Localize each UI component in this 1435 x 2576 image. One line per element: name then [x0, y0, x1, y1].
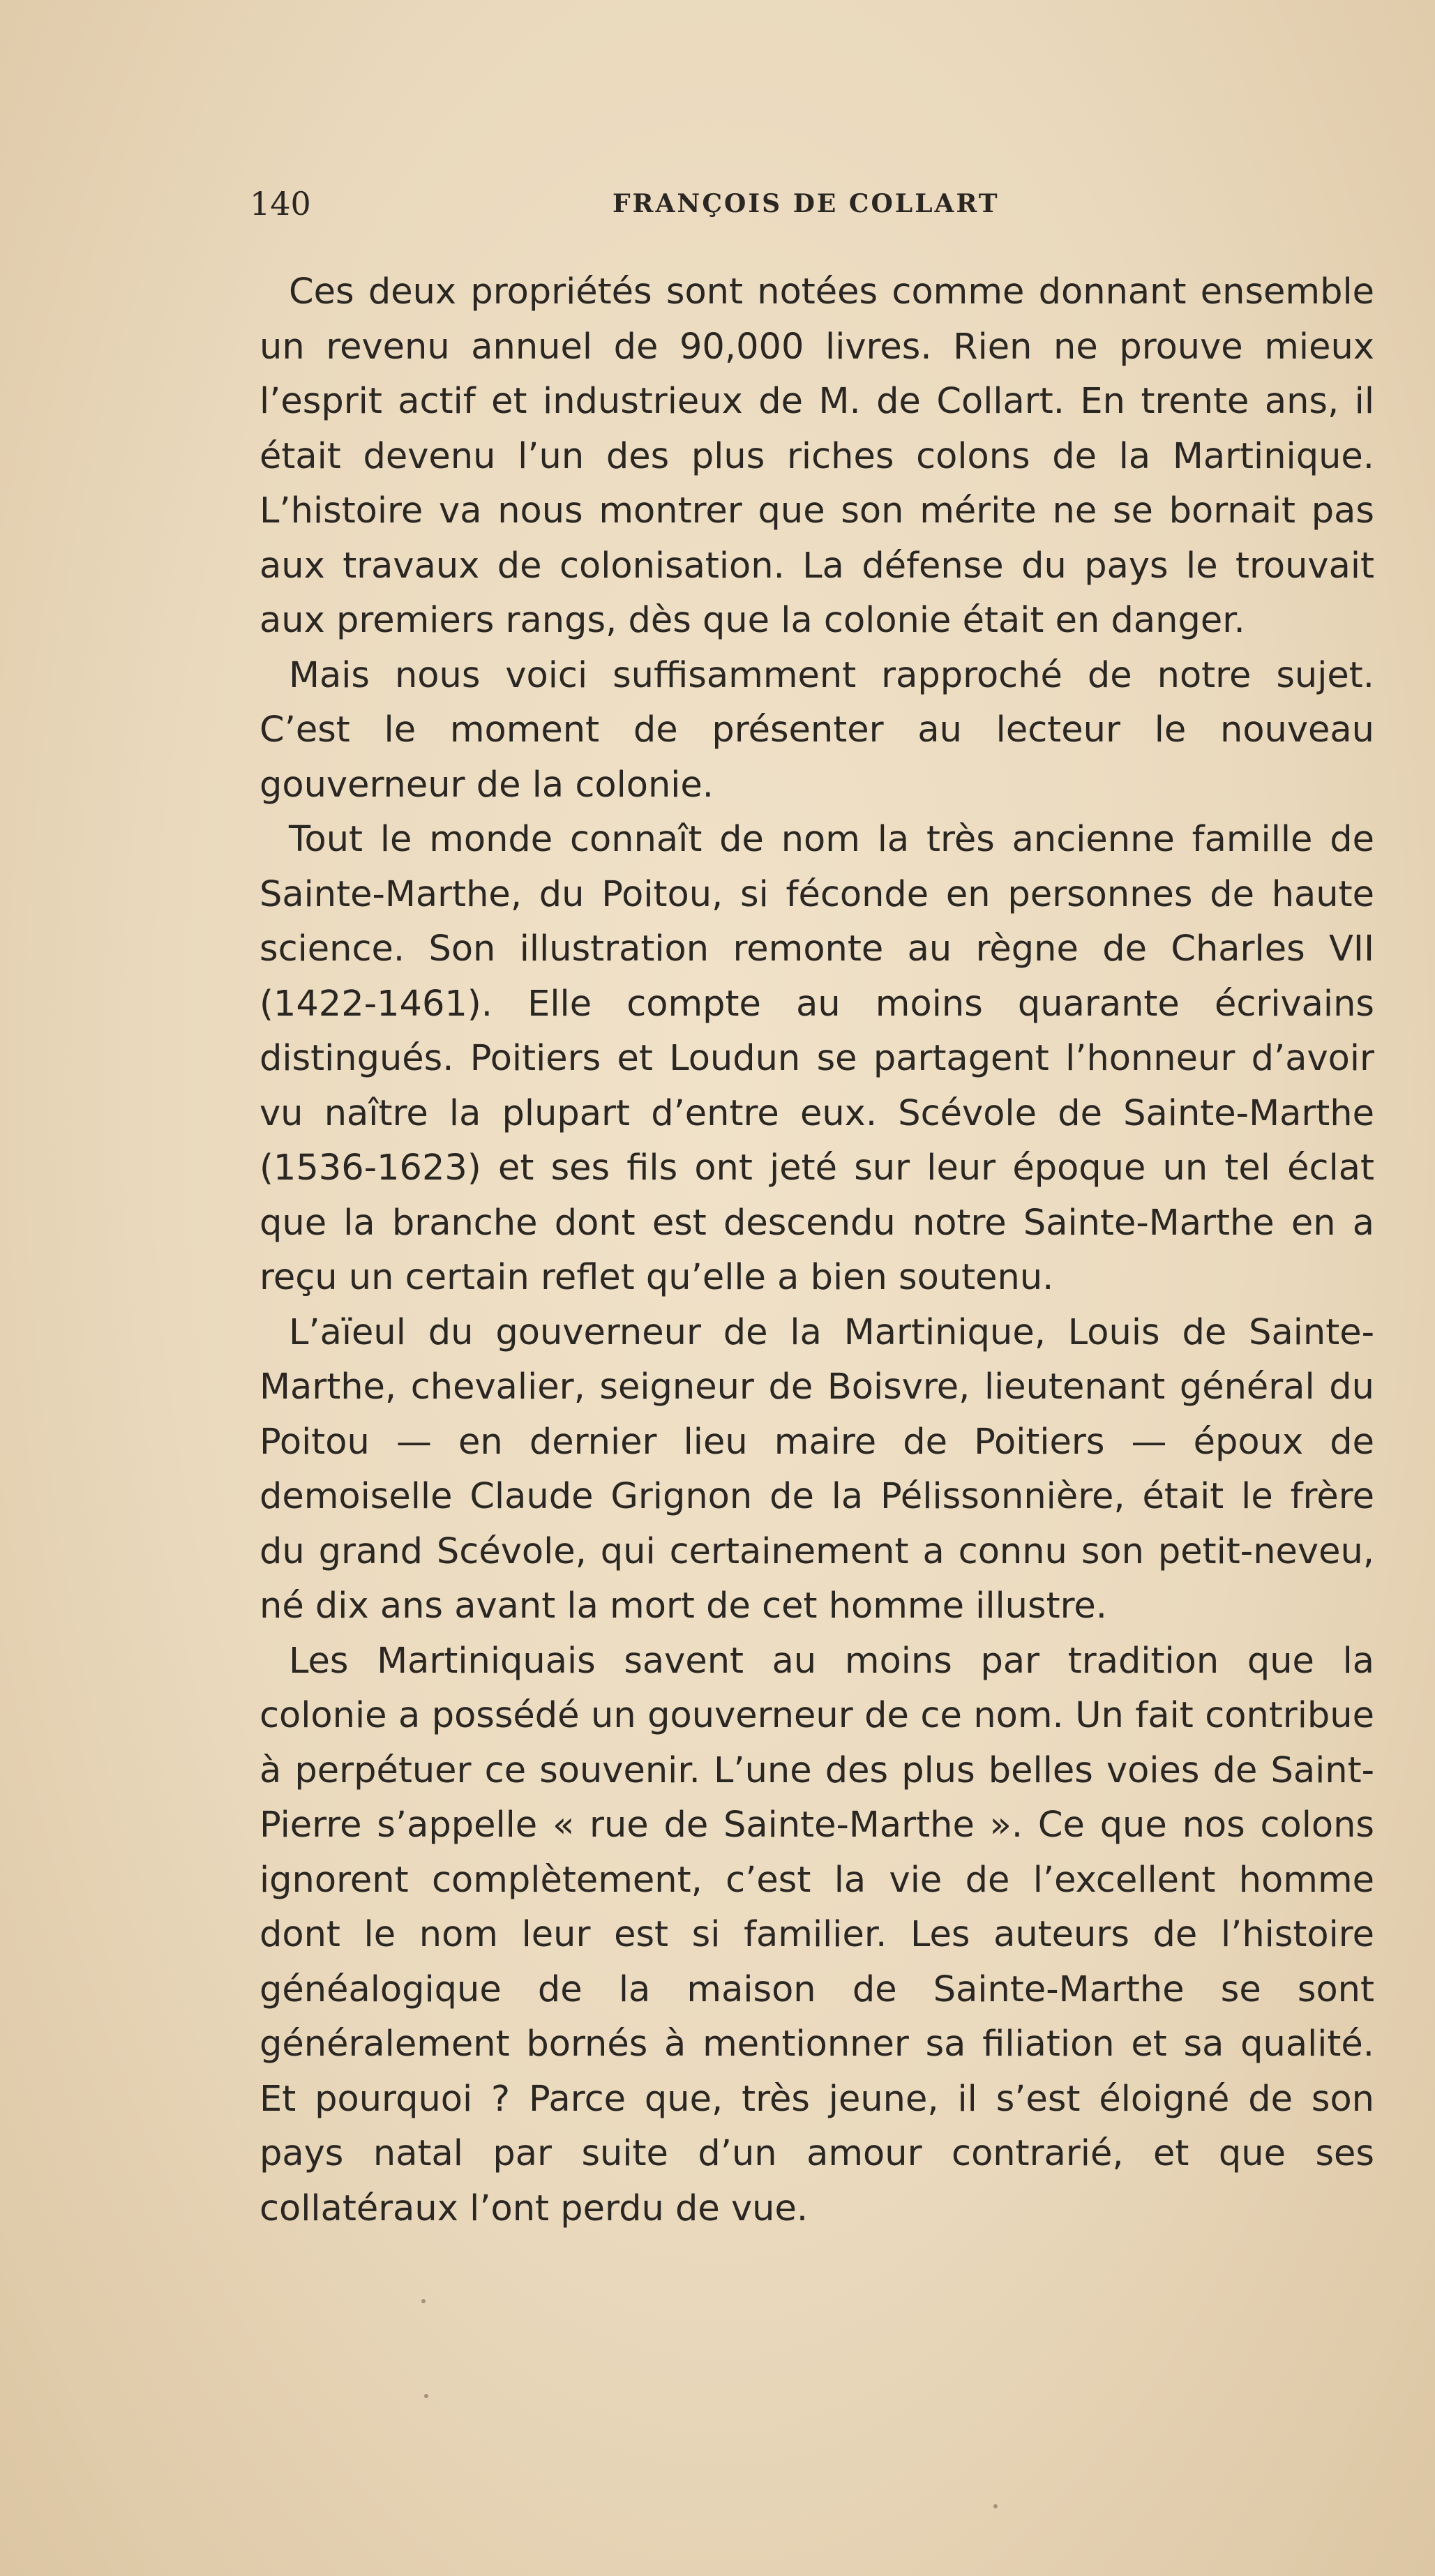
page-header — [250, 176, 1380, 232]
page-number: 140 — [250, 185, 311, 223]
paragraph: L’aïeul du gouverneur de la Martinique, Louis de Sainte-Marthe, chevalier, seigneur de Boisvre, lieutenant général du Poitou — en dernier lieu maire de Poitiers — époux de demoiselle Claude Grignon de la Pélissonnière, était le frère du grand Scévole, qui certainement a connu son petit-neveu, né dix ans avant la mort de cet homme illustre. — [260, 1311, 1374, 1627]
paper-speck — [424, 2394, 428, 2398]
paragraph: Mais nous voici suffisamment rapproché de notre sujet. C’est le moment de présenter au lecteur le nouveau gouverneur de la colonie. — [260, 654, 1374, 806]
paragraph: Tout le monde connaît de nom la très ancienne famille de Sainte-Marthe, du Poitou, si féconde en personnes de haute science. Son illustration remonte au règne de Charles VII (1422-1461). Elle compte au moins quarante écrivains distingués. Poitiers et Loudun se partagent l’honneur d’avoir vu naître la plupart d’entre eux. Scévole de Sainte-Marthe (1536-1623) et ses fils ont jeté sur leur époque un tel éclat que la branche dont est descendu notre Sainte-Marthe en a reçu un certain reflet qu’elle a bien soutenu. — [260, 819, 1374, 1298]
paragraph: Ces deux propriétés sont notées comme donnant ensemble un revenu annuel de 90,000 livres. Rien ne prouve mieux l’esprit actif et industrieux de M. de Collart. En trente ans, il était devenu l’un des plus riches colons de la Martinique. L’histoire va nous montrer que son mérite ne se bornait pas aux travaux de colonisation. La défense du pays le trouvait aux premiers rangs, dès que la colonie était en danger. — [260, 271, 1374, 641]
body-text — [260, 265, 1374, 2236]
paragraph: Les Martiniquais savent au moins par tradition que la colonie a possédé un gouverneur de ce nom. Un fait contribue à perpétuer ce souvenir. L’une des plus belles voies de Saint-Pierre s’appelle « rue de Sainte-Marthe ». Ce que nos colons ignorent complètement, c’est la vie de l’excellent homme dont le nom leur est si familier. Les auteurs de l’histoire généalogique de la maison de Sainte-Marthe se sont généralement bornés à mentionner sa filiation et sa qualité. Et pourquoi ? Parce que, très jeune, il s’est éloigné de son pays natal par suite d’un amour contrarié, et que ses collatéraux l’ont perdu de vue. — [260, 1640, 1374, 2229]
paper-speck — [993, 2504, 998, 2508]
paper-speck — [421, 2299, 426, 2303]
running-head: FRANÇOIS DE COLLART — [613, 189, 1000, 218]
